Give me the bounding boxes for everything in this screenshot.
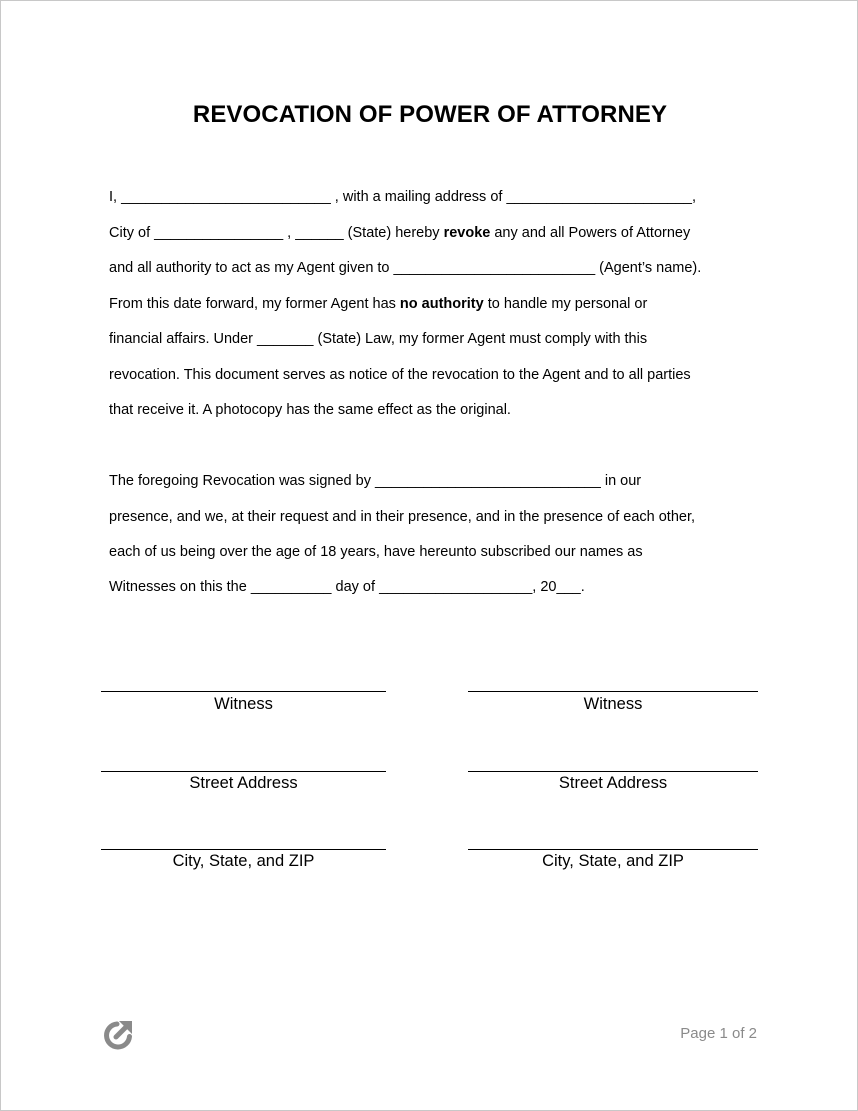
paragraph1-line4 [109, 295, 647, 313]
paragraph2-line2: presence, and we, at their request and in their presence, and in the presence of each other, [109, 509, 696, 525]
year-blank[interactable]: ___ [556, 579, 581, 595]
revoke-bold-text: revoke [443, 225, 491, 241]
text-segment: any and all Powers of Attorney [490, 225, 691, 241]
right-witness-label: Witness [583, 695, 643, 713]
day-blank[interactable]: __________ [250, 579, 332, 595]
text-segment: in our [600, 473, 642, 489]
left-street-address-label: Street Address [189, 774, 298, 792]
text-segment: I, [109, 189, 122, 205]
paragraph2-line4 [109, 578, 585, 596]
text-segment: and all authority to act as my Agent given to [109, 260, 394, 276]
right-witness-signature-line[interactable] [468, 691, 758, 692]
paragraph1-line3 [109, 259, 701, 277]
paragraph1-line6: revocation. This document serves as notice of the revocation to the Agent and to all parties [109, 367, 691, 383]
brand-logo-svg [103, 1018, 135, 1052]
text-segment: From this date forward, my former Agent has [109, 296, 400, 312]
signer-name-blank[interactable]: ____________________________ [375, 473, 601, 489]
brand-logo-icon [103, 1018, 135, 1052]
text-segment: City of [109, 225, 155, 241]
paragraph1-line7: that receive it. A photocopy has the same effect as the original. [109, 402, 511, 418]
text-segment: . [580, 579, 585, 595]
left-city-state-zip-label: City, State, and ZIP [172, 852, 315, 870]
text-segment: The foregoing Revocation was signed by [109, 473, 375, 489]
text-segment: Witnesses on this the [109, 579, 251, 595]
text-segment: , [691, 189, 696, 205]
agent-name-blank[interactable]: _________________________ [393, 260, 596, 276]
right-city-state-zip-line[interactable] [468, 849, 758, 850]
right-street-address-line[interactable] [468, 771, 758, 772]
left-city-state-zip-line[interactable] [101, 849, 386, 850]
mailing-address-blank[interactable]: _______________________ [506, 189, 692, 205]
text-segment: (Agent’s name). [595, 260, 702, 276]
paragraph2-line3: each of us being over the age of 18 years, have hereunto subscribed our names as [109, 544, 643, 560]
principal-name-blank[interactable]: __________________________ [121, 189, 331, 205]
law-state-blank[interactable]: _______ [257, 331, 314, 347]
paragraph1-line2 [109, 224, 690, 242]
city-blank[interactable]: ________________ [154, 225, 284, 241]
no-authority-bold-text: no authority [399, 296, 484, 312]
left-street-address-line[interactable] [101, 771, 386, 772]
document-title: REVOCATION OF POWER OF ATTORNEY [192, 101, 668, 128]
text-segment: , 20 [532, 579, 557, 595]
month-blank[interactable]: ___________________ [379, 579, 533, 595]
paragraph2-line1 [109, 472, 641, 490]
paragraph1-line1 [109, 188, 696, 206]
text-segment: financial affairs. Under [109, 331, 258, 347]
page-number: Page 1 of 2 [680, 1025, 757, 1042]
right-city-state-zip-label: City, State, and ZIP [542, 852, 684, 870]
text-segment: , with a mailing address of [330, 189, 507, 205]
left-witness-signature-line[interactable] [101, 691, 386, 692]
right-street-address-label: Street Address [558, 774, 668, 792]
text-segment: day of [331, 579, 380, 595]
state-blank[interactable]: ______ [295, 225, 344, 241]
left-witness-label: Witness [214, 695, 273, 713]
paragraph1-line5 [109, 330, 647, 348]
text-segment: (State) Law, my former Agent must comply with this [313, 331, 648, 347]
text-segment: to handle my personal or [483, 296, 648, 312]
text-segment: (State) hereby [343, 225, 444, 241]
text-segment: , [283, 225, 296, 241]
